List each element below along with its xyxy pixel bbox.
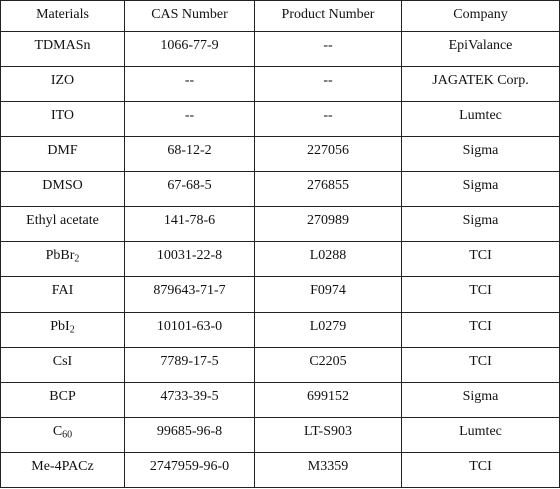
cell-company: Lumtec — [402, 102, 560, 137]
cell-company: Sigma — [402, 382, 560, 417]
cell-product-number: 270989 — [255, 207, 402, 242]
cell-company: TCI — [402, 312, 560, 347]
cell-cas-number: 7789-17-5 — [125, 347, 255, 382]
cell-company: EpiValance — [402, 32, 560, 67]
table-row — [1, 242, 560, 277]
cell-product-number: 227056 — [255, 137, 402, 172]
cell-cas-number: 1066-77-9 — [125, 32, 255, 67]
cell-cas-number: 879643-71-7 — [125, 277, 255, 312]
cell-cas-number: 10031-22-8 — [125, 242, 255, 277]
table-row — [1, 347, 560, 382]
material-name: FAI — [51, 283, 74, 299]
cell-cas-number: 2747959-96-0 — [125, 452, 255, 487]
cell-company: TCI — [402, 242, 560, 277]
material-name: BCP — [49, 388, 76, 404]
cell-product-number: 276855 — [255, 172, 402, 207]
table-row — [1, 207, 560, 242]
material-name: ITO — [50, 108, 75, 124]
cell-material — [1, 32, 125, 67]
cell-product-number: L0288 — [255, 242, 402, 277]
table-row — [1, 32, 560, 67]
header-company: Company — [402, 1, 560, 32]
cell-material — [1, 207, 125, 242]
cell-material — [1, 67, 125, 102]
table-row — [1, 137, 560, 172]
cell-cas-number: 68-12-2 — [125, 137, 255, 172]
table-body — [1, 32, 560, 488]
table-row — [1, 452, 560, 487]
cell-product-number: -- — [255, 102, 402, 137]
header-cas-number: CAS Number — [125, 1, 255, 32]
cell-company: Lumtec — [402, 417, 560, 452]
cell-product-number: L0279 — [255, 312, 402, 347]
cell-material — [1, 242, 125, 277]
cell-material — [1, 382, 125, 417]
table-row — [1, 67, 560, 102]
cell-product-number: LT-S903 — [255, 417, 402, 452]
cell-material — [1, 312, 125, 347]
cell-cas-number: 141-78-6 — [125, 207, 255, 242]
header-row — [1, 1, 560, 32]
material-name: C — [52, 423, 63, 439]
cell-material — [1, 277, 125, 312]
cell-cas-number: 4733-39-5 — [125, 382, 255, 417]
table-row — [1, 417, 560, 452]
table-row — [1, 102, 560, 137]
cell-cas-number: 10101-63-0 — [125, 312, 255, 347]
cell-company: TCI — [402, 347, 560, 382]
material-name: DMSO — [42, 178, 83, 194]
table-row — [1, 172, 560, 207]
cell-product-number: -- — [255, 32, 402, 67]
cell-product-number: 699152 — [255, 382, 402, 417]
header-product-number: Product Number — [255, 1, 402, 32]
cell-company: TCI — [402, 452, 560, 487]
table-row — [1, 277, 560, 312]
cell-material — [1, 417, 125, 452]
material-name: Me-4PACz — [31, 458, 94, 474]
header-materials: Materials — [1, 1, 125, 32]
material-subscript: 60 — [62, 429, 73, 441]
material-subscript: 2 — [74, 253, 80, 265]
cell-material — [1, 102, 125, 137]
material-name: TDMASn — [34, 38, 91, 54]
material-name: IZO — [50, 73, 75, 89]
material-subscript: 2 — [69, 324, 75, 336]
material-name: CsI — [52, 353, 73, 369]
cell-product-number: -- — [255, 67, 402, 102]
cell-product-number: M3359 — [255, 452, 402, 487]
cell-company: TCI — [402, 277, 560, 312]
cell-product-number: C2205 — [255, 347, 402, 382]
cell-company: Sigma — [402, 207, 560, 242]
table-header — [1, 1, 560, 32]
cell-cas-number: 99685-96-8 — [125, 417, 255, 452]
material-name: Ethyl acetate — [26, 213, 99, 229]
cell-cas-number: -- — [125, 67, 255, 102]
cell-company: Sigma — [402, 137, 560, 172]
table-row — [1, 312, 560, 347]
cell-material — [1, 172, 125, 207]
cell-product-number: F0974 — [255, 277, 402, 312]
material-name: DMF — [47, 143, 78, 159]
material-name: PbBr — [45, 248, 75, 264]
cell-material — [1, 452, 125, 487]
cell-company: Sigma — [402, 172, 560, 207]
cell-material — [1, 347, 125, 382]
cell-company: JAGATEK Corp. — [402, 67, 560, 102]
cell-cas-number: 67-68-5 — [125, 172, 255, 207]
table-row — [1, 382, 560, 417]
material-name: PbI — [50, 318, 70, 334]
cell-material — [1, 137, 125, 172]
cell-cas-number: -- — [125, 102, 255, 137]
